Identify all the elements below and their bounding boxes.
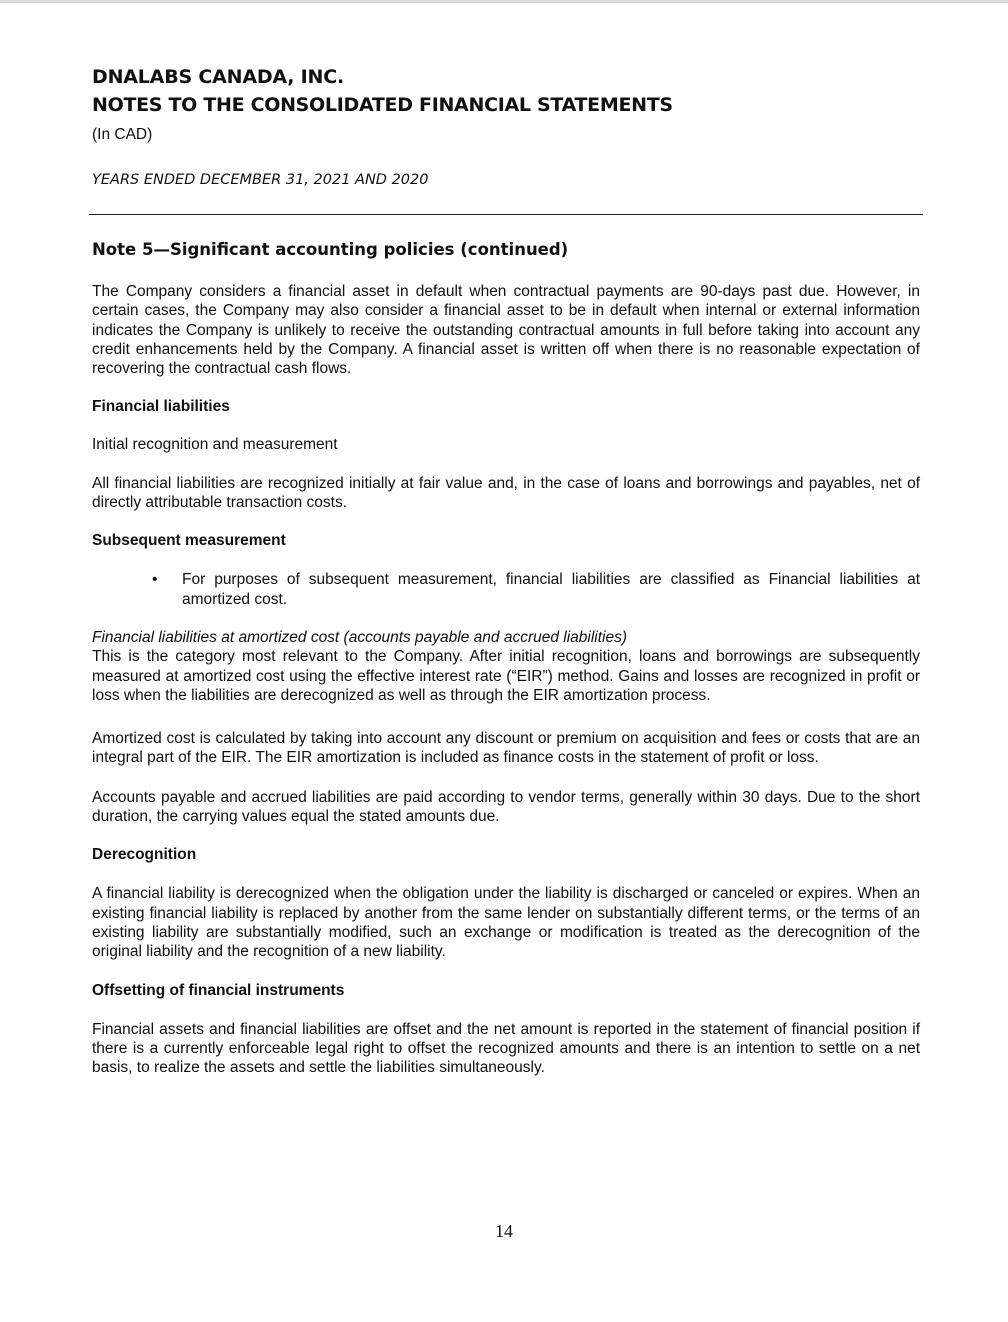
- financial-liabilities-heading: Financial liabilities: [92, 398, 230, 416]
- company-name: DNALABS CANADA, INC.: [92, 66, 345, 88]
- amortized-cost-subheading: Financial liabilities at amortized cost (accounts payable and accrued liabilities): [92, 628, 628, 646]
- accounts-payable-paragraph: Accounts payable and accrued liabilities are paid according to vendor terms, generally within 30 days. Due to the short duration, the carrying values equal the stated amounts due.: [92, 788, 920, 826]
- amortized-cost-paragraph: This is the category most relevant to the Company. After initial recognition, loans and borrowings are subsequently measured at amortized cost using the effective interest rate (“EIR”) method. Gains and losses are recognized in profit or loss when the liabilities are derecognized as well as through the EIR amortization process.: [92, 648, 920, 704]
- initial-recognition-paragraph: All financial liabilities are recognized initially at fair value and, in the case of loans and borrowings and payables, net of directly attributable transaction costs.: [92, 474, 920, 512]
- derecognition-heading: Derecognition: [92, 846, 197, 864]
- note-heading: Note 5—Significant accounting policies (continued): [92, 240, 569, 259]
- document-page: [92, 64, 920, 1077]
- offsetting-paragraph: Financial assets and financial liabilities are offset and the net amount is reported in the statement of financial position if there is a currently enforceable legal right to offset the recognized amounts and there is an intention to settle on a net basis, to realize the assets and settle the liabilities simultaneously.: [92, 1020, 920, 1077]
- list-item: [92, 570, 920, 609]
- offsetting-heading: Offsetting of financial instruments: [92, 981, 345, 999]
- bullet-text: For purposes of subsequent measurement, financial liabilities are classified as Financial liabilities at amortized cost.: [182, 571, 920, 608]
- period-label: YEARS ENDED DECEMBER 31, 2021 AND 2020: [92, 172, 429, 188]
- default-paragraph: The Company considers a financial asset in default when contractual payments are 90-days past due. However, in certain cases, the Company may also consider a financial asset to be in default when internal or external information indicates the Company is unlikely to receive the outstanding contractual amounts in full before taking into account any credit enhancements held by the Company. A financial asset is written off when there is no reasonable expectation of recovering the contractual cash flows.: [92, 283, 920, 378]
- initial-recognition-heading: Initial recognition and measurement: [92, 436, 338, 454]
- page-top-border: [0, 0, 1008, 3]
- page-number: 14: [495, 1221, 513, 1241]
- header-divider: [89, 214, 923, 215]
- derecognition-paragraph: A financial liability is derecognized when the obligation under the liability is discharged or canceled or expires. When an existing financial liability is replaced by another from the same lender on substantially different terms, or the terms of an existing liability are substantially modified, such an exchange or modification is treated as the derecognition of the original liability and the recognition of a new liability.: [92, 885, 920, 961]
- amortized-cost-calculation-paragraph: Amortized cost is calculated by taking into account any discount or premium on acquisition and fees or costs that are an integral part of the EIR. The EIR amortization is included as finance costs in the statement of profit or loss.: [92, 730, 920, 767]
- currency-label: (In CAD): [92, 126, 153, 143]
- subsequent-measurement-list: [92, 570, 920, 609]
- bullet-icon: •: [152, 571, 158, 589]
- subsequent-measurement-heading: Subsequent measurement: [92, 532, 286, 550]
- note-body: [92, 282, 920, 1077]
- document-title: NOTES TO THE CONSOLIDATED FINANCIAL STATEMENTS: [92, 94, 673, 116]
